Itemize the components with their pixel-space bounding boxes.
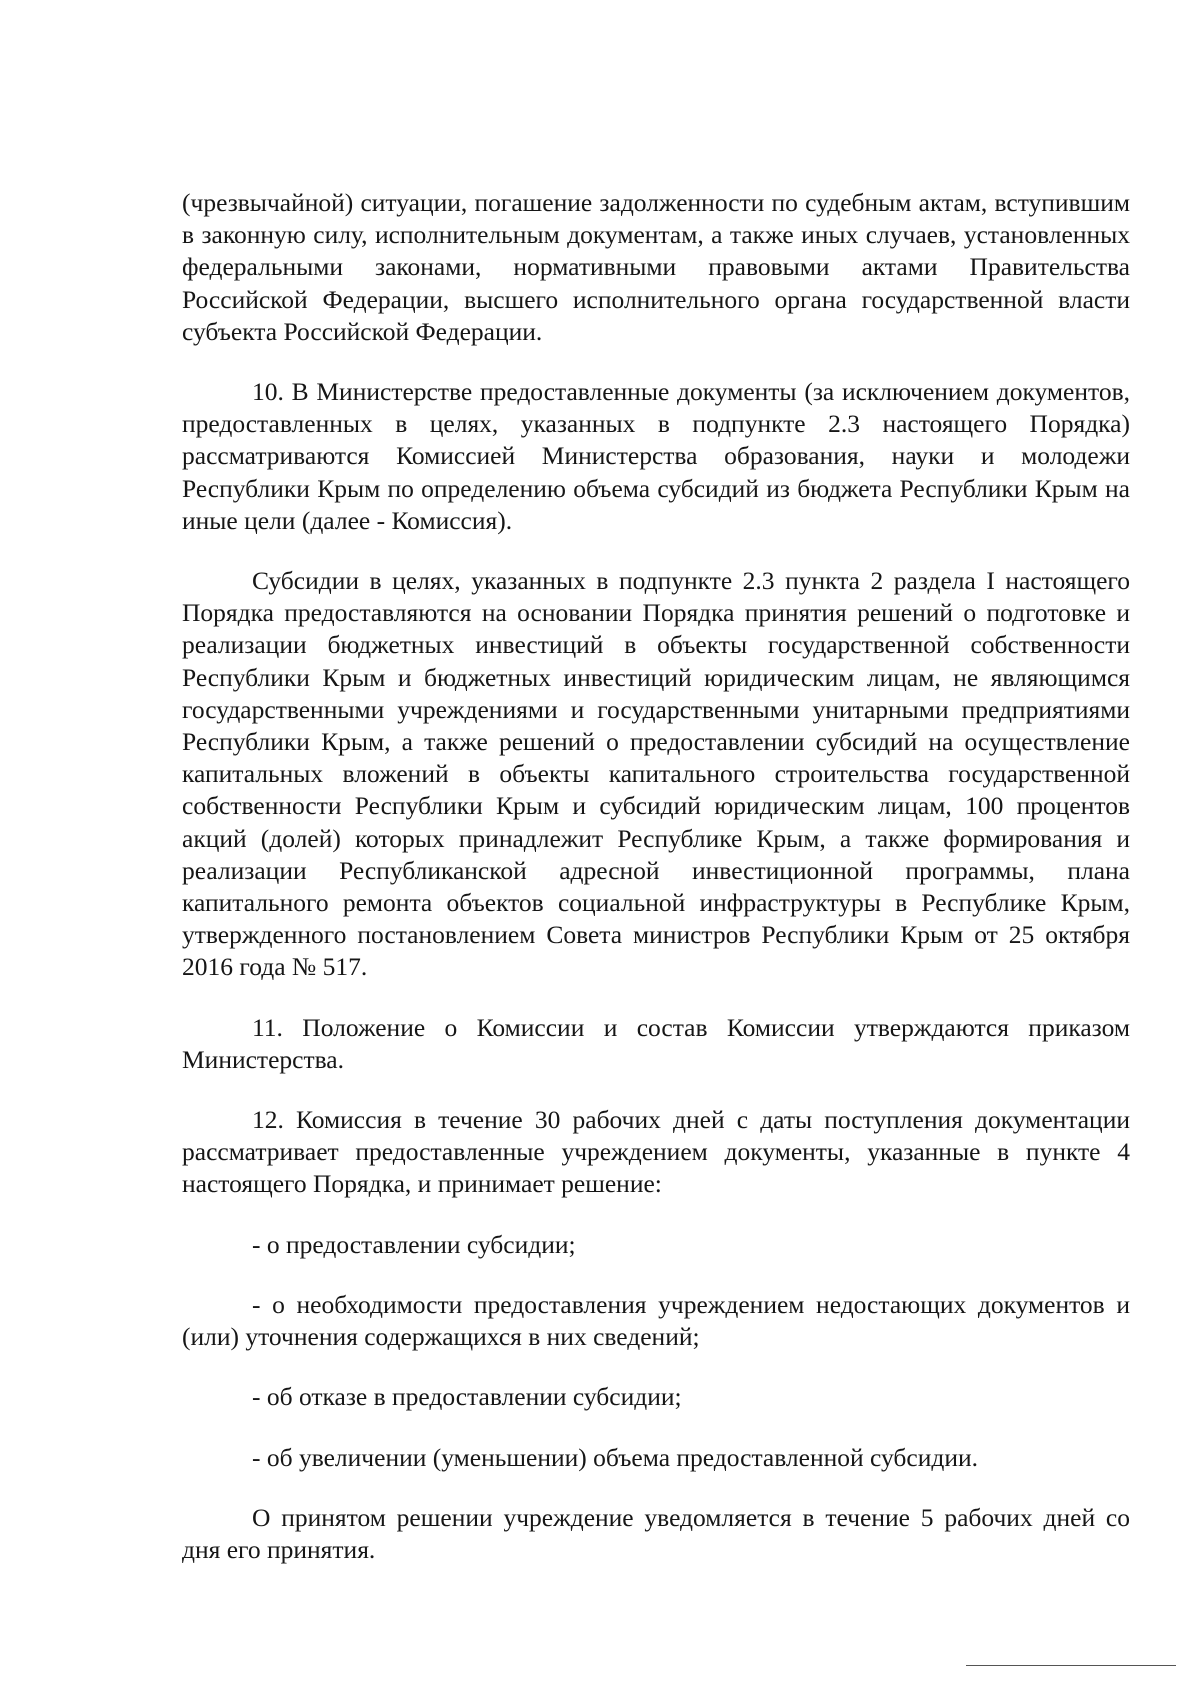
paragraph-item-12: 12. Комиссия в течение 30 рабочих дней с даты поступления документации рассматривает предоставленные учреждением документы, указанные в пункте 4 настоящего Порядка, и принимает решение:: [182, 1105, 1130, 1199]
paragraph-item-10: 10. В Министерстве предоставленные документы (за исключением документов, предоставленных в целях, указанных в подпункте 2.3 настоящего Порядка) рассматриваются Комиссией Министерства образования, науки и молодежи Республики Крым по определению объема субсидий из бюджета Республики Крым на иные цели (далее - Комиссия).: [182, 377, 1130, 535]
decision-option-refusal: - об отказе в предоставлении субсидии;: [252, 1382, 682, 1412]
document-body: [182, 187, 1130, 1566]
paragraph-notification: О принятом решении учреждение уведомляется в течение 5 рабочих дней со дня его принятия.: [182, 1502, 1130, 1564]
decision-option-change-amount: - об увеличении (уменьшении) объема предоставленной субсидии.: [252, 1442, 979, 1472]
paragraph-continuation: (чрезвычайной) ситуации, погашение задолженности по судебным актам, вступившим в законную силу, исполнительным документам, а также иных случаев, установленных федеральными законами, нормативными правовыми актами Правительства Российской Федерации, высшего исполнительного органа государственной власти субъекта Российской Федерации.: [182, 188, 1130, 346]
decision-option-missing-documents: - о необходимости предоставления учреждением недостающих документов и (или) уточнения содержащихся в них сведений;: [182, 1289, 1130, 1352]
footer-rule: [966, 1665, 1176, 1666]
paragraph-subsidies: Субсидии в целях, указанных в подпункте 2.3 пункта 2 раздела I настоящего Порядка предоставляются на основании Порядка принятия решений о подготовке и реализации бюджетных инвестиций в объекты государственной собственности Республики Крым и бюджетных инвестиций юридическим лицам, не являющимся государственными учреждениями и государственными унитарными предприятиями Республики Крым, а также решений о предоставлении субсидий на осуществление капитальных вложений в объекты капитального строительства государственной собственности Республики Крым и субсидий юридическим лицам, 100 процентов акций (долей) которых принадлежит Республике Крым, а также формирования и реализации Республиканской адресной инвестиционной программы, плана капитального ремонта объектов социальной инфраструктуры в Республике Крым, утвержденного постановлением Совета министров Республики Крым от 25 октября 2016 года № 517.: [182, 566, 1130, 982]
paragraph-item-11: 11. Положение о Комиссии и состав Комиссии утверждаются приказом Министерства.: [182, 1012, 1130, 1074]
decision-option-grant: - о предоставлении субсидии;: [252, 1229, 576, 1259]
